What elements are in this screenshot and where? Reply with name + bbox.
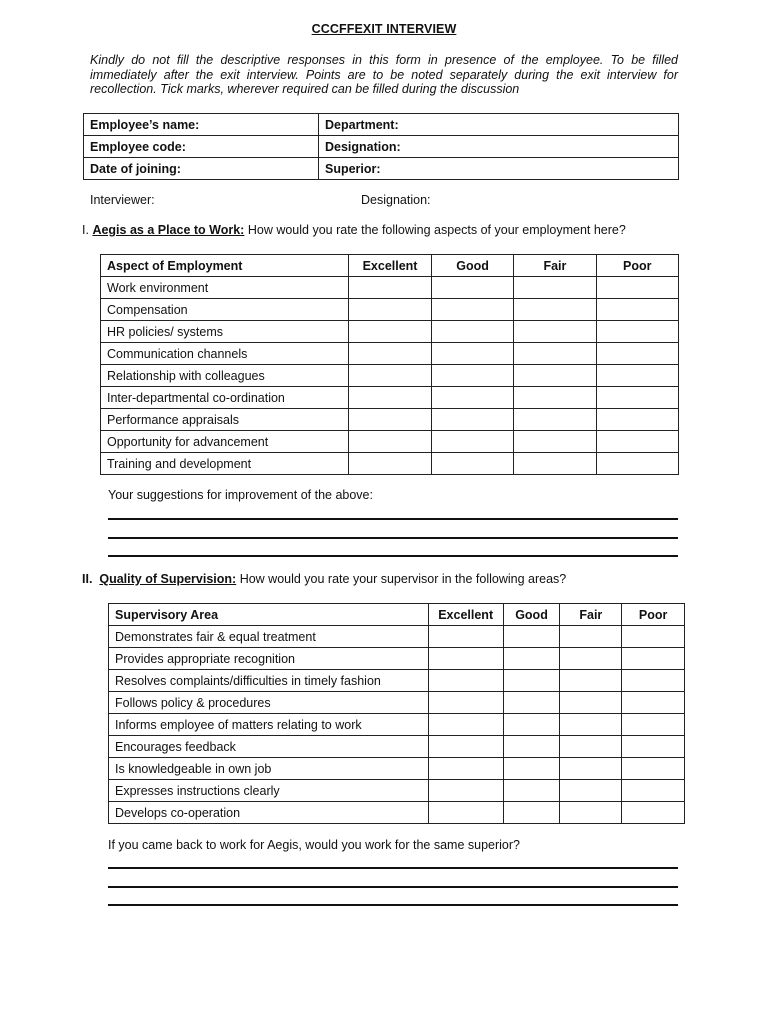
rating-cell[interactable] — [431, 321, 513, 343]
rating-cell[interactable] — [503, 758, 560, 780]
rating-cell[interactable] — [622, 758, 685, 780]
row-label: Informs employee of matters relating to work — [109, 714, 429, 736]
table-row — [101, 453, 679, 475]
interviewer-designation-label: Designation: — [361, 193, 431, 207]
answer-line[interactable] — [108, 537, 678, 539]
row-label: Work environment — [101, 277, 349, 299]
rating-cell[interactable] — [560, 780, 622, 802]
rating-cell[interactable] — [503, 670, 560, 692]
section1-number: I. — [82, 223, 89, 237]
rating-cell[interactable] — [514, 409, 596, 431]
section1-title: Aegis as a Place to Work: — [92, 223, 245, 237]
rating-cell[interactable] — [514, 321, 596, 343]
rating-cell[interactable] — [431, 365, 513, 387]
rating-cell[interactable] — [514, 365, 596, 387]
answer-line[interactable] — [108, 904, 678, 906]
rating-cell[interactable] — [596, 343, 678, 365]
interviewer-label: Interviewer: — [90, 193, 155, 207]
table-row — [101, 321, 679, 343]
table-row — [101, 277, 679, 299]
rating-cell[interactable] — [596, 365, 678, 387]
table-row — [109, 736, 685, 758]
table-row — [109, 670, 685, 692]
answer-line[interactable] — [108, 518, 678, 520]
rating-cell[interactable] — [428, 758, 503, 780]
rating-cell[interactable] — [431, 453, 513, 475]
row-label: Resolves complaints/difficulties in timely fashion — [109, 670, 429, 692]
section2-title: Quality of Supervision: — [99, 572, 237, 586]
designation-label: Designation: — [319, 136, 679, 158]
date-of-joining-label: Date of joining: — [84, 158, 319, 180]
rating-cell[interactable] — [503, 802, 560, 824]
rating-cell[interactable] — [622, 802, 685, 824]
row-label: Training and development — [101, 453, 349, 475]
row-label: Relationship with colleagues — [101, 365, 349, 387]
row-label: Expresses instructions clearly — [109, 780, 429, 802]
followup-prompt: If you came back to work for Aegis, would you work for the same superior? — [108, 838, 520, 852]
rating-cell[interactable] — [622, 648, 685, 670]
table-row — [101, 299, 679, 321]
rating-cell[interactable] — [514, 343, 596, 365]
row-label: Is knowledgeable in own job — [109, 758, 429, 780]
rating-cell[interactable] — [349, 431, 432, 453]
column-header: Poor — [596, 255, 678, 277]
table-row — [109, 714, 685, 736]
rating-cell[interactable] — [503, 648, 560, 670]
rating-cell[interactable] — [596, 299, 678, 321]
rating-cell[interactable] — [596, 409, 678, 431]
rating-cell[interactable] — [560, 670, 622, 692]
rating-cell[interactable] — [622, 780, 685, 802]
rating-cell[interactable] — [514, 277, 596, 299]
row-label: HR policies/ systems — [101, 321, 349, 343]
column-header: Poor — [622, 604, 685, 626]
row-label: Communication channels — [101, 343, 349, 365]
rating-cell[interactable] — [349, 387, 432, 409]
rating-cell[interactable] — [514, 431, 596, 453]
table-row — [109, 780, 685, 802]
rating-cell[interactable] — [596, 431, 678, 453]
rating-cell[interactable] — [349, 409, 432, 431]
rating-cell[interactable] — [622, 626, 685, 648]
rating-cell[interactable] — [431, 277, 513, 299]
rating-cell[interactable] — [596, 453, 678, 475]
rating-cell[interactable] — [596, 387, 678, 409]
employee-info-table — [83, 113, 679, 180]
column-header: Supervisory Area — [109, 604, 429, 626]
answer-line[interactable] — [108, 886, 678, 888]
rating-cell[interactable] — [560, 714, 622, 736]
rating-cell[interactable] — [596, 321, 678, 343]
rating-cell[interactable] — [560, 802, 622, 824]
rating-cell[interactable] — [503, 626, 560, 648]
table-row — [109, 758, 685, 780]
rating-cell[interactable] — [349, 299, 432, 321]
rating-cell[interactable] — [428, 626, 503, 648]
rating-cell[interactable] — [428, 670, 503, 692]
instructions-text: Kindly do not fill the descriptive responses in this form in presence of the employee. To be filled immediately after the exit interview. Points are to be noted separately during the exit interview for recollection. Tick marks, wherever required can be filled during the discussion — [90, 53, 678, 97]
rating-cell[interactable] — [560, 626, 622, 648]
department-label: Department: — [319, 114, 679, 136]
rating-cell[interactable] — [622, 692, 685, 714]
row-label: Compensation — [101, 299, 349, 321]
rating-cell[interactable] — [431, 409, 513, 431]
employee-name-label: Employee’s name: — [84, 114, 319, 136]
column-header: Excellent — [349, 255, 432, 277]
row-label: Opportunity for advancement — [101, 431, 349, 453]
supervision-table — [108, 603, 685, 824]
row-label: Inter-departmental co-ordination — [101, 387, 349, 409]
rating-cell[interactable] — [428, 692, 503, 714]
table-row — [109, 692, 685, 714]
section2-number: II. — [82, 572, 93, 586]
column-header: Aspect of Employment — [101, 255, 349, 277]
rating-cell[interactable] — [503, 736, 560, 758]
row-label: Follows policy & procedures — [109, 692, 429, 714]
table-row — [101, 409, 679, 431]
rating-cell[interactable] — [622, 736, 685, 758]
rating-cell[interactable] — [514, 387, 596, 409]
column-header: Fair — [514, 255, 596, 277]
rating-cell[interactable] — [349, 343, 432, 365]
table-row — [109, 802, 685, 824]
rating-cell[interactable] — [503, 780, 560, 802]
suggestions-prompt: Your suggestions for improvement of the above: — [108, 488, 373, 502]
table-row — [101, 343, 679, 365]
column-header: Excellent — [428, 604, 503, 626]
employee-code-label: Employee code: — [84, 136, 319, 158]
rating-cell[interactable] — [431, 387, 513, 409]
rating-cell[interactable] — [428, 802, 503, 824]
rating-cell[interactable] — [596, 277, 678, 299]
section2-heading — [82, 572, 566, 586]
rating-cell[interactable] — [431, 431, 513, 453]
rating-cell[interactable] — [514, 453, 596, 475]
rating-cell[interactable] — [349, 277, 432, 299]
rating-cell[interactable] — [428, 780, 503, 802]
row-label: Develops co-operation — [109, 802, 429, 824]
section1-question: How would you rate the following aspects of your employment here? — [247, 223, 626, 237]
column-header: Good — [431, 255, 513, 277]
table-row — [101, 431, 679, 453]
rating-cell[interactable] — [503, 714, 560, 736]
rating-cell[interactable] — [622, 670, 685, 692]
rating-cell[interactable] — [622, 714, 685, 736]
employment-aspects-table — [100, 254, 679, 475]
rating-cell[interactable] — [514, 299, 596, 321]
rating-cell[interactable] — [431, 343, 513, 365]
table-row — [109, 626, 685, 648]
rating-cell[interactable] — [560, 692, 622, 714]
row-label: Encourages feedback — [109, 736, 429, 758]
row-label: Performance appraisals — [101, 409, 349, 431]
section2-question: How would you rate your supervisor in the following areas? — [239, 572, 567, 586]
table-row — [101, 387, 679, 409]
rating-cell[interactable] — [349, 321, 432, 343]
rating-cell[interactable] — [349, 453, 432, 475]
page-title: CCCFFEXIT INTERVIEW — [311, 22, 457, 36]
row-label: Demonstrates fair & equal treatment — [109, 626, 429, 648]
superior-label: Superior: — [319, 158, 679, 180]
table-row — [109, 648, 685, 670]
table-row — [101, 365, 679, 387]
section1-heading — [82, 223, 626, 237]
column-header: Good — [503, 604, 560, 626]
rating-cell[interactable] — [560, 736, 622, 758]
rating-cell[interactable] — [349, 365, 432, 387]
rating-cell[interactable] — [503, 692, 560, 714]
row-label: Provides appropriate recognition — [109, 648, 429, 670]
rating-cell[interactable] — [428, 714, 503, 736]
rating-cell[interactable] — [431, 299, 513, 321]
rating-cell[interactable] — [560, 648, 622, 670]
rating-cell[interactable] — [428, 648, 503, 670]
answer-line[interactable] — [108, 555, 678, 557]
rating-cell[interactable] — [428, 736, 503, 758]
answer-line[interactable] — [108, 867, 678, 869]
rating-cell[interactable] — [560, 758, 622, 780]
column-header: Fair — [560, 604, 622, 626]
